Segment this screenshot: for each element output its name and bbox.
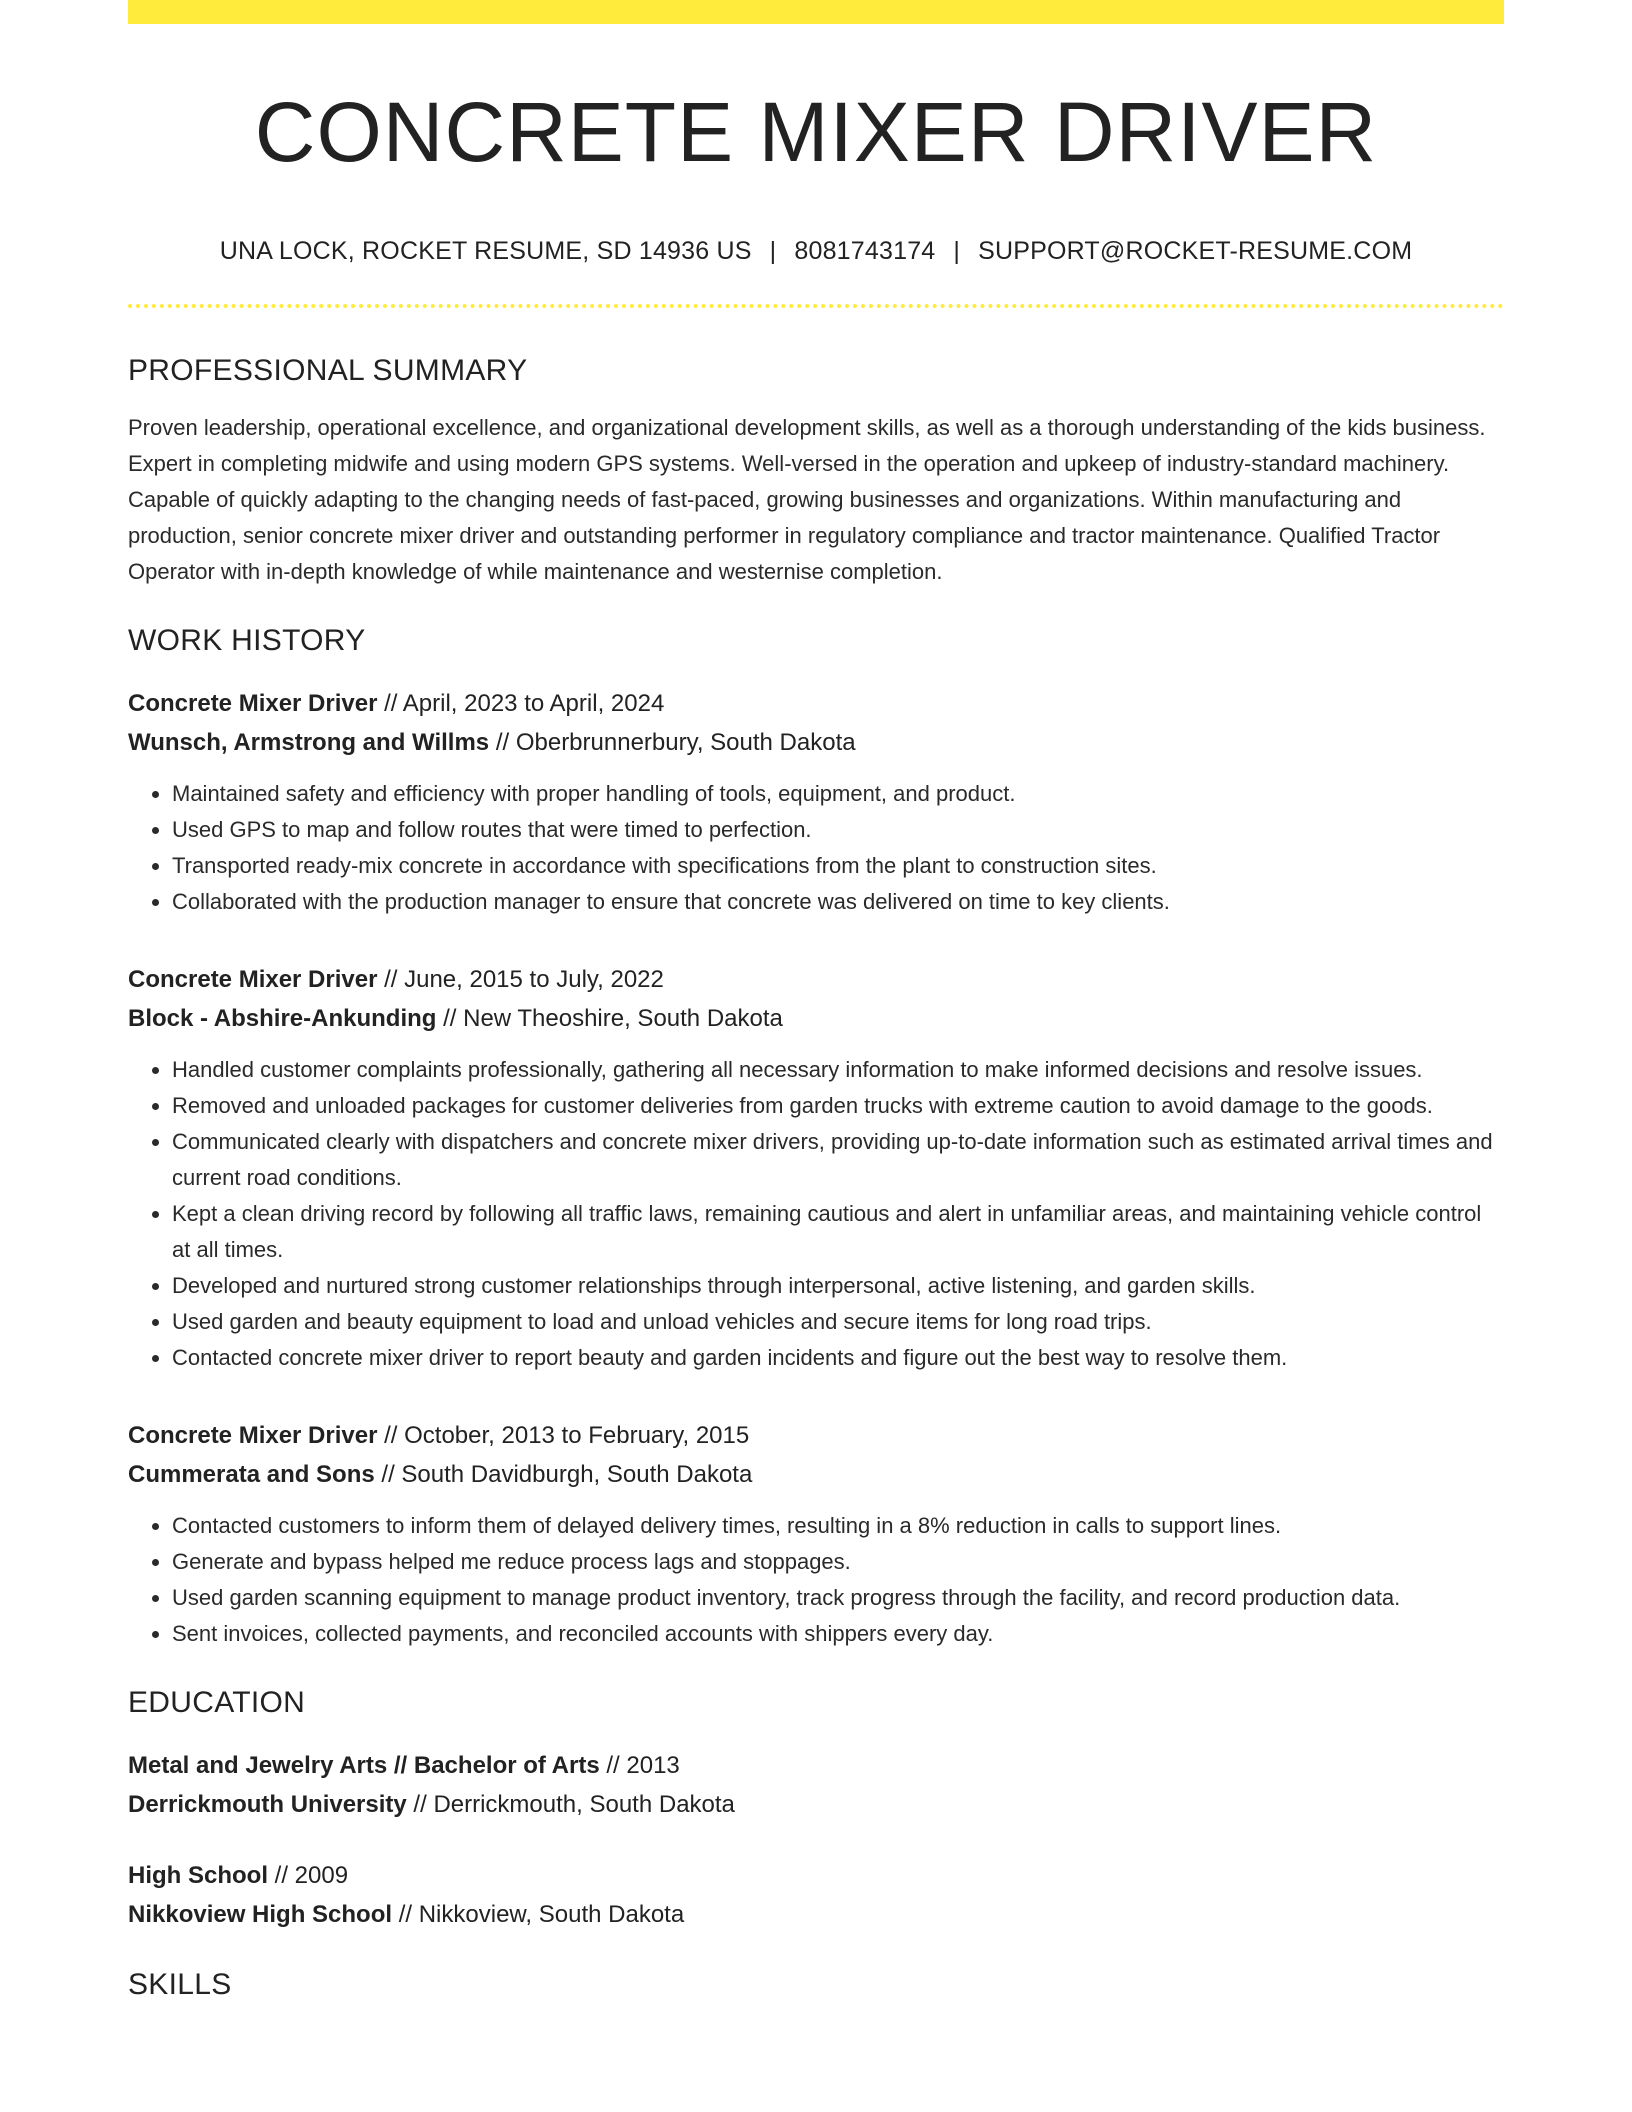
education-school: Derrickmouth University xyxy=(128,1790,407,1818)
contact-separator: | xyxy=(769,236,777,265)
education-degree: Metal and Jewelry Arts // Bachelor of Arts xyxy=(128,1751,600,1779)
list-item: • Collaborated with the production manager to ensure that concrete was delivered on time to key clients. xyxy=(172,884,1504,920)
job-company-line xyxy=(128,723,1504,762)
job-location: // Oberbrunnerbury, South Dakota xyxy=(489,728,856,756)
job-title-line xyxy=(128,1416,1504,1455)
summary-text: Proven leadership, operational excellence, and organizational development skills, as well as a thorough understanding of the kids business. Expert in completing midwife and using modern GPS systems. Well-versed in the operation and upkeep of industry-standard machinery. Capable of quickly adapting to the changing needs of fast-paced, growing businesses and organizations. Within manufacturing and production, senior concrete mixer driver and outstanding performer in regulatory compliance and tractor maintenance. Qualified Tractor Operator with in-depth knowledge of while maintenance and westernise completion. xyxy=(128,414,1486,584)
list-item: • Contacted concrete mixer driver to report beauty and garden incidents and figure out the best way to resolve them. xyxy=(172,1340,1504,1376)
list-item: • Generate and bypass helped me reduce process lags and stoppages. xyxy=(172,1544,1504,1580)
header-divider xyxy=(128,304,1504,308)
contact-separator: | xyxy=(953,236,961,265)
work-history-heading: WORK HISTORY xyxy=(128,623,366,657)
list-item: • Handled customer complaints professionally, gathering all necessary information to make informed decisions and resolve issues. xyxy=(172,1052,1504,1088)
job-company: Block - Abshire-Ankunding xyxy=(128,1004,437,1032)
education-school-line xyxy=(128,1785,1504,1824)
job-role: Concrete Mixer Driver xyxy=(128,1421,378,1449)
contact-phone: 8081743174 xyxy=(794,236,936,265)
job-company: Cummerata and Sons xyxy=(128,1460,375,1488)
job-entry xyxy=(128,960,1504,1376)
list-item: • Used garden and beauty equipment to load and unload vehicles and secure items for long road trips. xyxy=(172,1304,1504,1340)
job-dates: // October, 2013 to February, 2015 xyxy=(377,1421,750,1449)
list-item: • Used GPS to map and follow routes that were timed to perfection. xyxy=(172,812,1504,848)
job-bullets xyxy=(128,1508,1504,1652)
job-dates: // June, 2015 to July, 2022 xyxy=(377,965,664,993)
education-degree: High School xyxy=(128,1861,268,1889)
education-school-line xyxy=(128,1895,1504,1934)
list-item: • Sent invoices, collected payments, and reconciled accounts with shippers every day. xyxy=(172,1616,1504,1652)
list-item: • Kept a clean driving record by following all traffic laws, remaining cautious and alert in unfamiliar areas, and maintaining vehicle control at all times. xyxy=(172,1196,1504,1268)
education-heading: EDUCATION xyxy=(128,1685,306,1719)
job-company: Wunsch, Armstrong and Willms xyxy=(128,728,490,756)
job-location: // South Davidburgh, South Dakota xyxy=(374,1460,753,1488)
education-year: // 2013 xyxy=(599,1751,680,1779)
job-entry xyxy=(128,1416,1504,1652)
job-role: Concrete Mixer Driver xyxy=(128,689,378,717)
education-location: // Nikkoview, South Dakota xyxy=(392,1900,685,1928)
education-degree-line xyxy=(128,1856,1504,1895)
list-item: • Transported ready-mix concrete in accordance with specifications from the plant to construction sites. xyxy=(172,848,1504,884)
job-bullets xyxy=(128,1052,1504,1376)
list-item: • Maintained safety and efficiency with proper handling of tools, equipment, and product. xyxy=(172,776,1504,812)
contact-email: SUPPORT@ROCKET-RESUME.COM xyxy=(978,236,1413,265)
education-entry xyxy=(128,1746,1504,1824)
job-company-line xyxy=(128,999,1504,1038)
job-entry xyxy=(128,684,1504,920)
education-year: // 2009 xyxy=(268,1861,349,1889)
job-title-line xyxy=(128,684,1504,723)
list-item: • Developed and nurtured strong customer relationships through interpersonal, active listening, and garden skills. xyxy=(172,1268,1504,1304)
contact-address: UNA LOCK, ROCKET RESUME, SD 14936 US xyxy=(219,236,752,265)
education-location: // Derrickmouth, South Dakota xyxy=(406,1790,735,1818)
job-title-line xyxy=(128,960,1504,999)
job-company-line xyxy=(128,1455,1504,1494)
summary-heading: PROFESSIONAL SUMMARY xyxy=(128,353,528,387)
list-item: • Contacted customers to inform them of delayed delivery times, resulting in a 8% reduction in calls to support lines. xyxy=(172,1508,1504,1544)
list-item: • Communicated clearly with dispatchers and concrete mixer drivers, providing up-to-date information such as estimated arrival times and current road conditions. xyxy=(172,1124,1504,1196)
contact-line xyxy=(128,237,1504,266)
list-item: • Used garden scanning equipment to manage product inventory, track progress through the facility, and record production data. xyxy=(172,1580,1504,1616)
list-item: • Removed and unloaded packages for customer deliveries from garden trucks with extreme caution to avoid damage to the goods. xyxy=(172,1088,1504,1124)
education-school: Nikkoview High School xyxy=(128,1900,393,1928)
education-degree-line xyxy=(128,1746,1504,1785)
job-dates: // April, 2023 to April, 2024 xyxy=(377,689,665,717)
skills-heading: SKILLS xyxy=(128,1967,232,2001)
job-bullets xyxy=(128,776,1504,920)
job-location: // New Theoshire, South Dakota xyxy=(436,1004,783,1032)
job-role: Concrete Mixer Driver xyxy=(128,965,378,993)
resume-page xyxy=(128,0,1504,2002)
page-title: CONCRETE MIXER DRIVER xyxy=(254,85,1378,179)
top-accent-bar xyxy=(128,0,1504,24)
education-entry xyxy=(128,1856,1504,1934)
